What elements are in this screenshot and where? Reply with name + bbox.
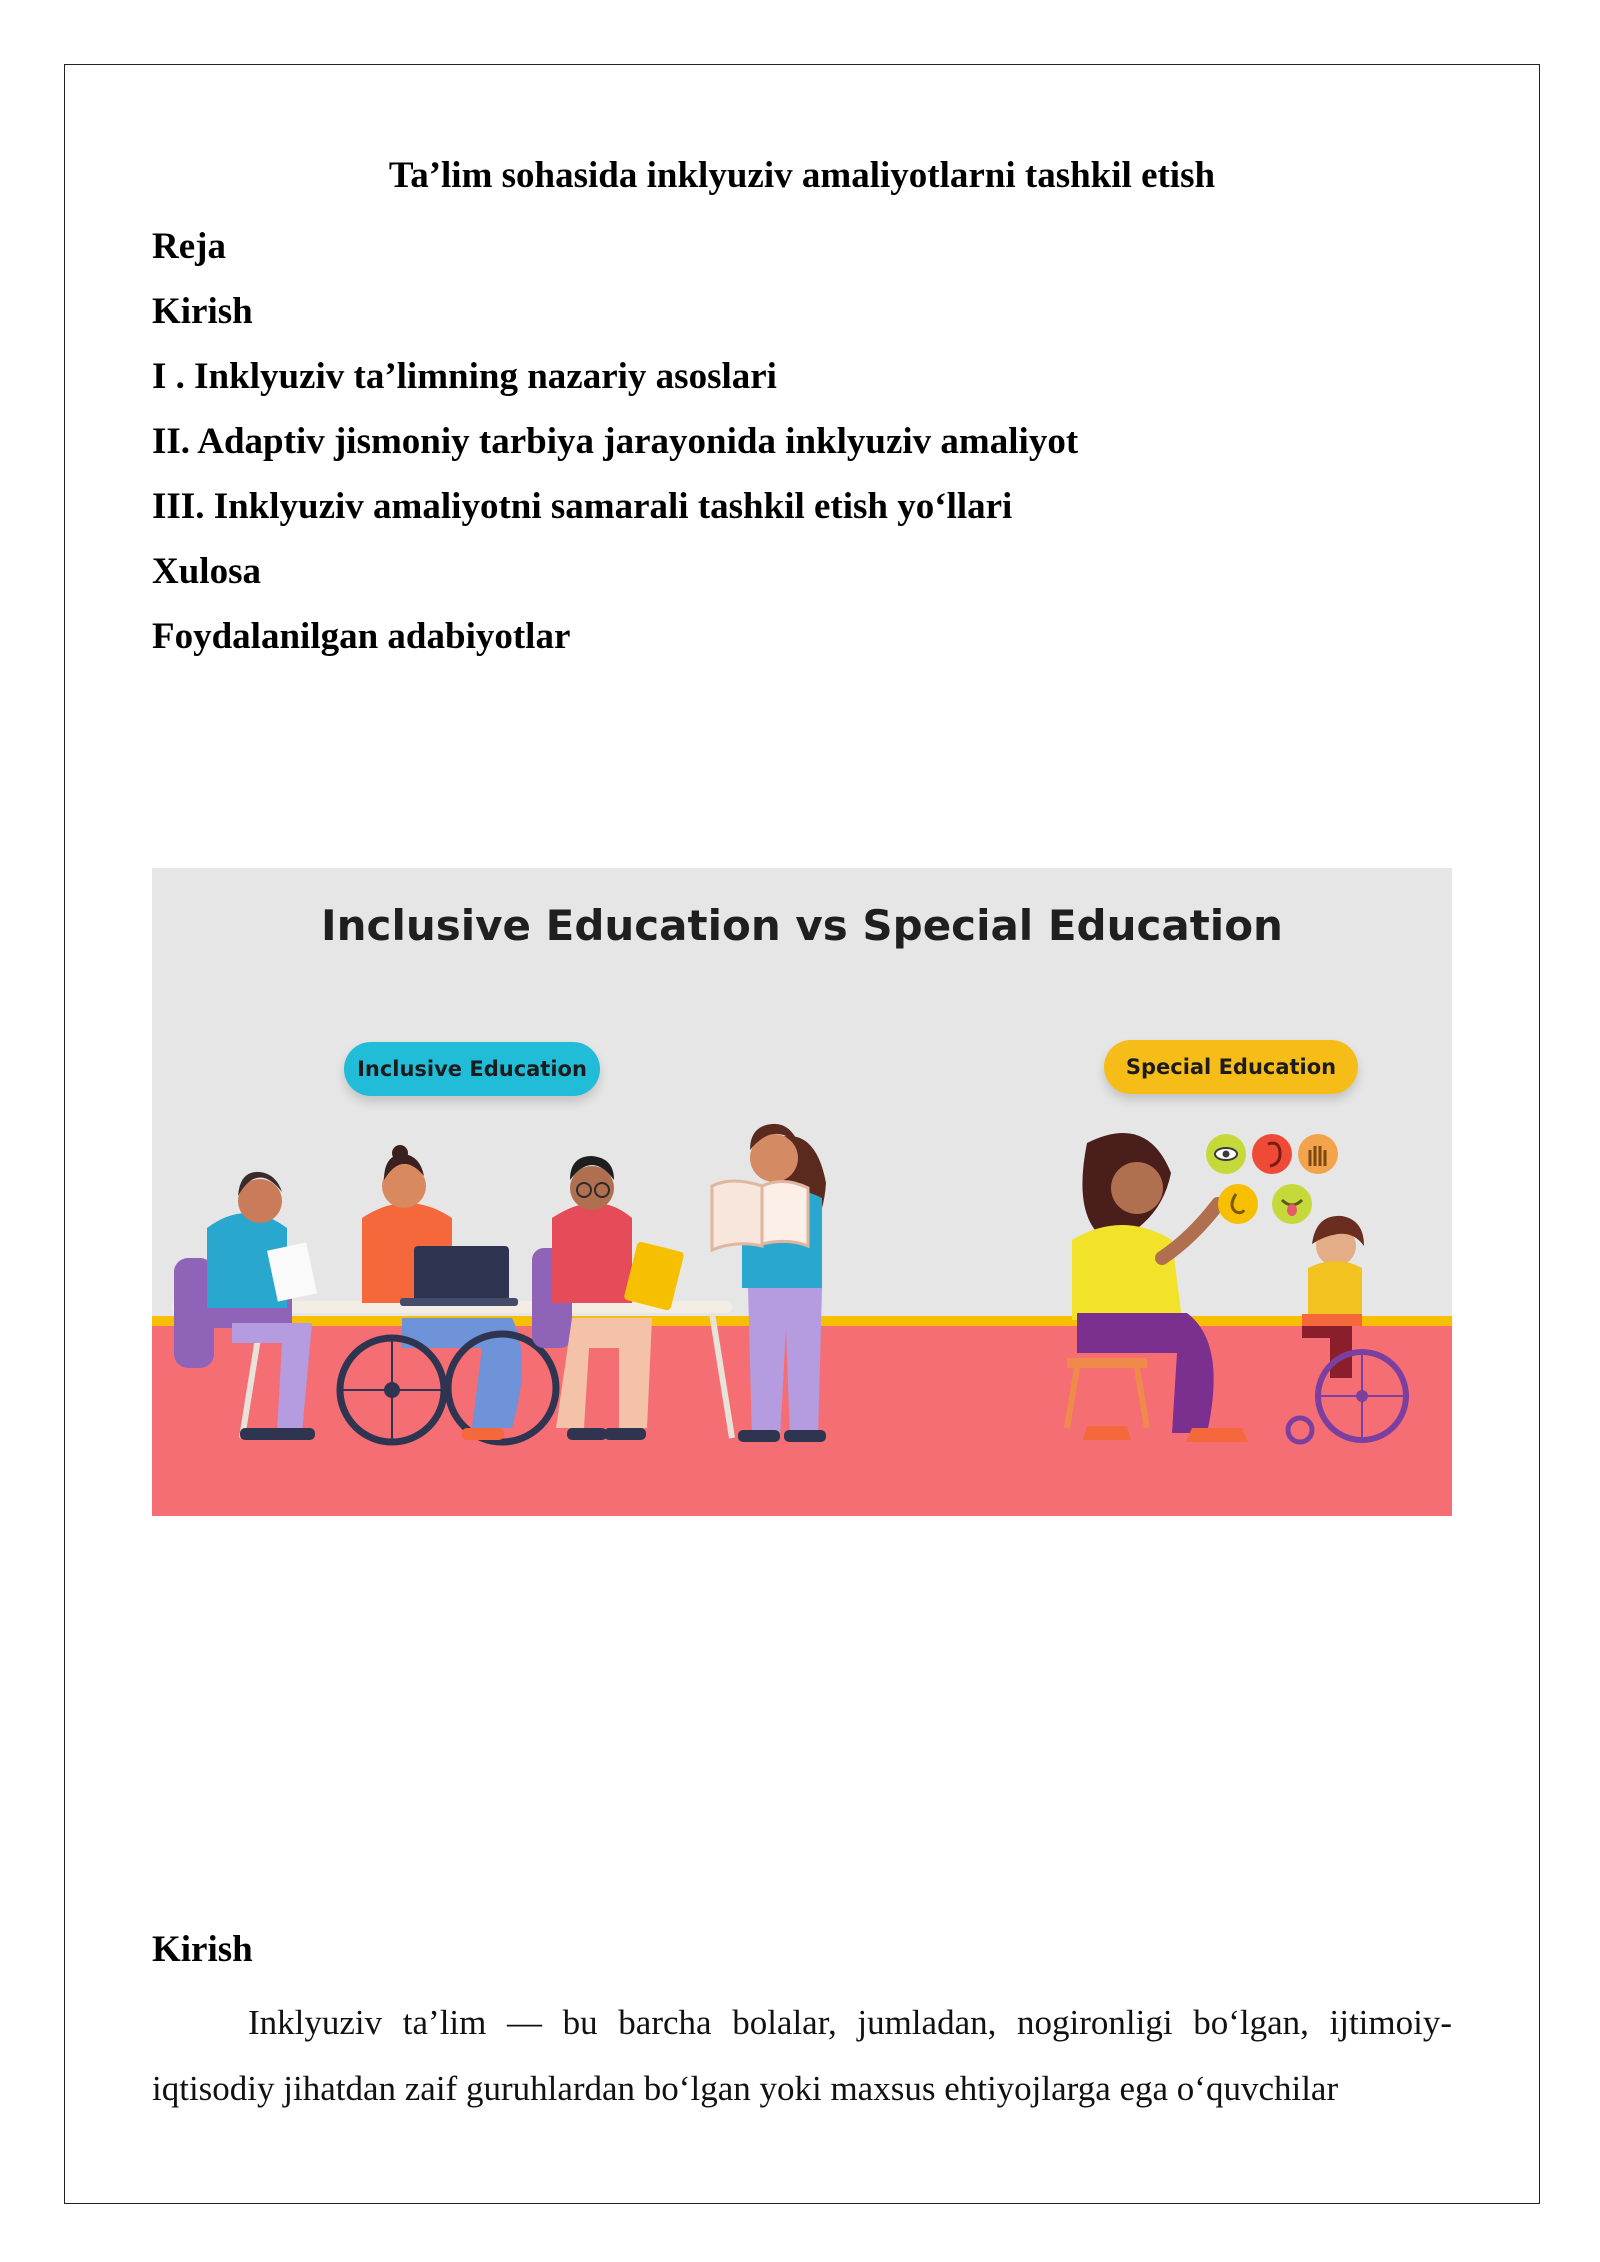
outline-item-chapter-2: II. Adaptiv jismoniy tarbiya jarayonida inklyuziv amaliyot <box>152 421 1079 462</box>
sense-icons-cluster <box>1206 1134 1338 1224</box>
inclusive-education-label: Inclusive Education <box>344 1042 600 1096</box>
document-title: Ta’lim sohasida inklyuziv amaliyotlarni tashkil etish <box>388 155 1216 196</box>
illustration-artwork <box>152 868 1452 1516</box>
intro-paragraph: Inklyuziv ta’lim — bu barcha bolalar, jumladan, nogironligi bo‘lgan, ijtimoiy-iqtisodiy jihatdan zaif guruhlardan bo‘lgan yoki maxsus ehtiyojlarga ega o‘quvchilar <box>152 2003 1452 2108</box>
outline-item-xulosa: Xulosa <box>152 551 261 592</box>
hand-icon <box>1298 1134 1338 1174</box>
inclusive-vs-special-illustration <box>152 868 1452 1516</box>
ear-icon <box>1252 1134 1292 1174</box>
special-education-label: Special Education <box>1104 1040 1358 1094</box>
outline-heading-reja: Reja <box>152 226 226 267</box>
outline-item-chapter-3: III. Inklyuziv amaliyotni samarali tashkil etish yo‘llari <box>152 486 1013 527</box>
outline-item-chapter-1: I . Inklyuziv ta’limning nazariy asoslari <box>152 356 777 397</box>
nose-icon <box>1218 1184 1258 1224</box>
plan-outline <box>152 214 1452 669</box>
outline-item-references: Foydalanilgan adabiyotlar <box>152 616 571 657</box>
figure-title: Inclusive Education vs Special Education <box>321 901 1283 950</box>
outline-item-kirish: Kirish <box>152 291 253 332</box>
section-heading-kirish: Kirish <box>152 1929 253 1970</box>
